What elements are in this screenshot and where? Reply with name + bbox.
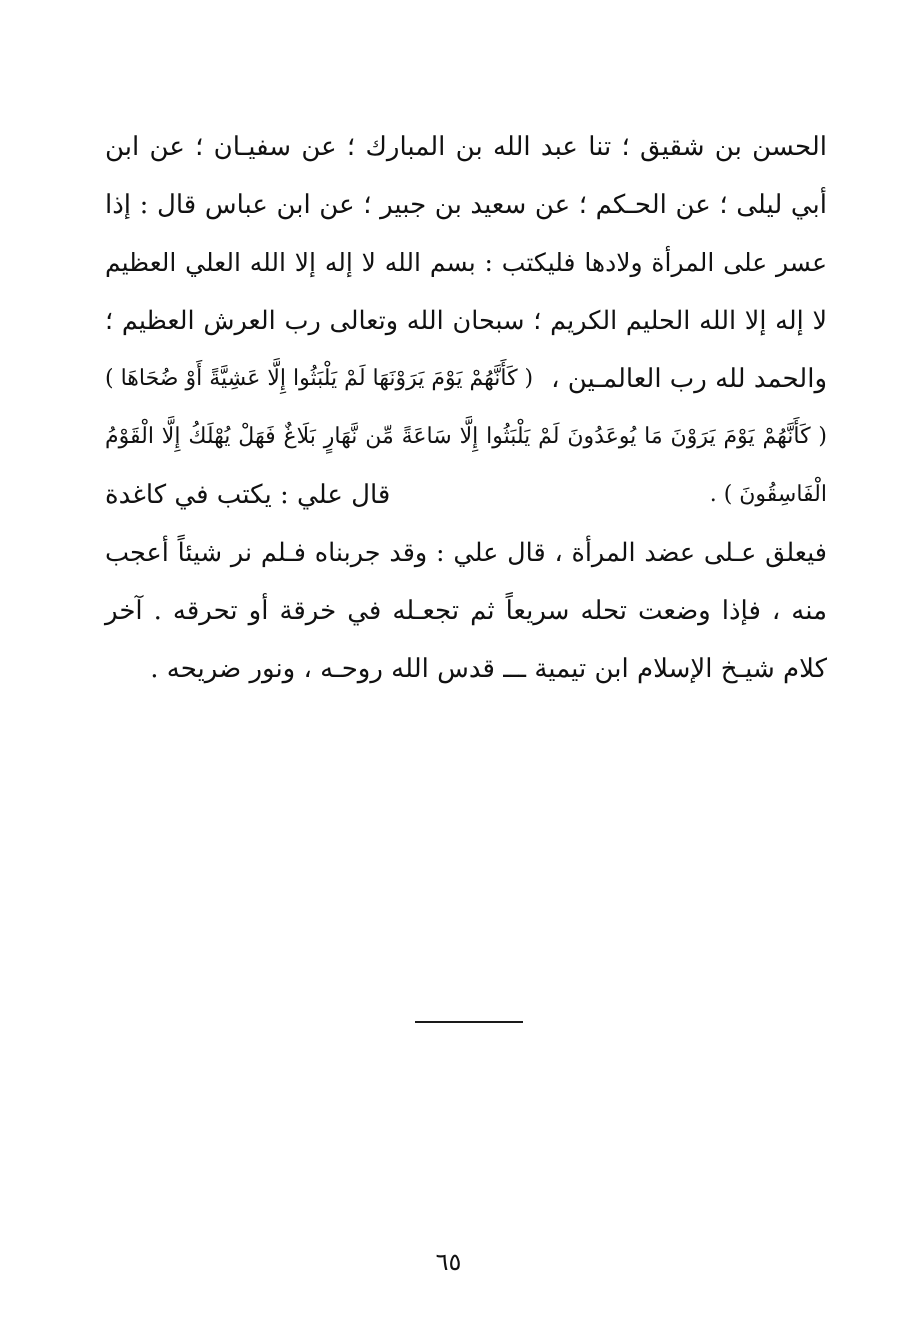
- text-line-7: [105, 466, 827, 524]
- text-line-5-prose: والحمد لله رب العالمـين ،: [551, 364, 827, 394]
- text-line-9: منه ، فإذا وضعت تحله سريعاً ثم تجعـله في خرقة أو تحرقه . آخر: [105, 596, 827, 626]
- text-line-10: كلام شيـخ الإسلام ابن تيمية ـــ قدس الله روحـه ، ونور ضريحه .: [150, 654, 827, 684]
- text-line-3: عسر على المرأة ولادها فليكتب : بسم الله لا إله إلا الله العلي العظيم: [105, 248, 827, 277]
- text-line-8: فيعلق عـلى عضد المرأة ، قال علي : وقد جربناه فـلم نر شيئاً أعجب: [105, 538, 827, 568]
- quran-verse-1: ( كَأَنَّهُمْ يَوْمَ يَرَوْنَهَا لَمْ يَلْبَثُوا إِلَّا عَشِيَّةً أَوْ ضُحَاهَا ): [105, 366, 534, 391]
- text-line-1: الحسن بن شقيق ؛ تنا عبد الله بن المبارك ؛ عن سفيـان ؛ عن ابن: [105, 132, 827, 162]
- page-number: ٦٥: [435, 1248, 462, 1276]
- text-line-7-prose: قال علي : يكتب في كاغدة: [105, 480, 391, 510]
- quran-verse-2: ( كَأَنَّهُمْ يَوْمَ يَرَوْنَ مَا يُوعَدُونَ لَمْ يَلْبَثُوا إِلَّا سَاعَةً مِّن نَّهَارٍ بَلَاغٌ فَهَلْ يُهْلَكُ إِلَّا الْقَوْمُ: [105, 424, 827, 449]
- section-separator-rule: [415, 1021, 523, 1023]
- text-line-4: لا إله إلا الله الحليم الكريم ؛ سبحان الله وتعالى رب العرش العظيم ؛: [105, 306, 827, 336]
- text-line-2: أبي ليلى ؛ عن الحـكم ؛ عن سعيد بن جبير ؛ عن ابن عباس قال : إذا: [105, 190, 827, 220]
- body-text: [105, 118, 827, 698]
- text-line-5: [105, 350, 827, 408]
- quran-verse-2-end: الْفَاسِقُونَ ) .: [709, 482, 827, 507]
